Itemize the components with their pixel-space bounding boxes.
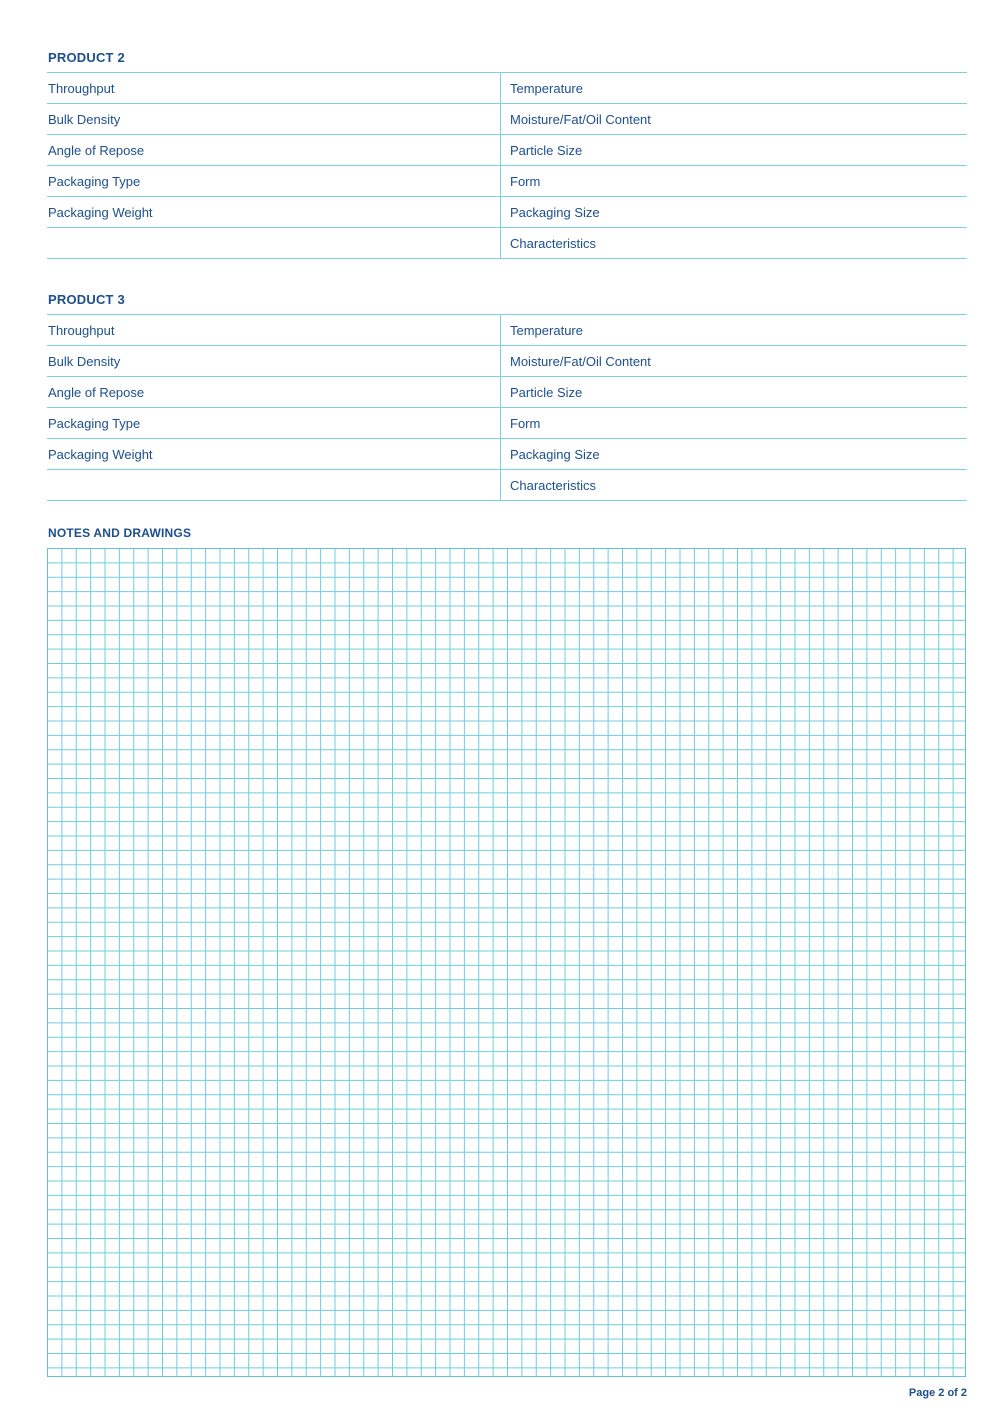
field-characteristics[interactable]: Characteristics	[500, 470, 967, 500]
table-row	[47, 135, 967, 166]
table-row	[47, 470, 967, 501]
product-2-table	[47, 72, 967, 259]
field-particle-size[interactable]: Particle Size	[500, 377, 967, 407]
field-packaging-weight[interactable]: Packaging Weight	[48, 205, 153, 220]
field-packaging-size[interactable]: Packaging Size	[500, 439, 967, 469]
table-row	[47, 377, 967, 408]
product-3-table	[47, 314, 967, 501]
product-3-title: PRODUCT 3	[48, 292, 125, 307]
field-packaging-weight[interactable]: Packaging Weight	[48, 447, 153, 462]
table-row	[47, 228, 967, 259]
field-empty[interactable]	[47, 470, 500, 500]
field-bulk-density[interactable]: Bulk Density	[48, 112, 121, 127]
field-empty[interactable]	[47, 228, 500, 258]
product-2-title: PRODUCT 2	[48, 50, 125, 65]
field-moisture-fat-oil-content[interactable]: Moisture/Fat/Oil Content	[500, 346, 967, 376]
table-row	[47, 166, 967, 197]
field-angle-of-repose[interactable]: Angle of Repose	[48, 143, 145, 158]
notes-drawing-grid[interactable]	[47, 548, 966, 1377]
table-row	[47, 315, 967, 346]
field-throughput[interactable]: Throughput	[48, 323, 115, 338]
table-row	[47, 439, 967, 470]
field-angle-of-repose[interactable]: Angle of Repose	[48, 385, 145, 400]
field-bulk-density[interactable]: Bulk Density	[48, 354, 121, 369]
field-throughput[interactable]: Throughput	[48, 81, 115, 96]
table-row	[47, 346, 967, 377]
field-packaging-type[interactable]: Packaging Type	[48, 416, 141, 431]
table-row	[47, 408, 967, 439]
table-row	[47, 197, 967, 228]
field-temperature[interactable]: Temperature	[500, 315, 967, 345]
table-row	[47, 73, 967, 104]
field-moisture-fat-oil-content[interactable]: Moisture/Fat/Oil Content	[500, 104, 967, 134]
field-packaging-size[interactable]: Packaging Size	[500, 197, 967, 227]
page-number: Page 2 of 2	[908, 1387, 967, 1399]
field-packaging-type[interactable]: Packaging Type	[48, 174, 141, 189]
field-particle-size[interactable]: Particle Size	[500, 135, 967, 165]
field-form[interactable]: Form	[500, 408, 967, 438]
notes-title: NOTES AND DRAWINGS	[48, 526, 192, 540]
table-row	[47, 104, 967, 135]
field-characteristics[interactable]: Characteristics	[500, 228, 967, 258]
field-temperature[interactable]: Temperature	[500, 73, 967, 103]
field-form[interactable]: Form	[500, 166, 967, 196]
